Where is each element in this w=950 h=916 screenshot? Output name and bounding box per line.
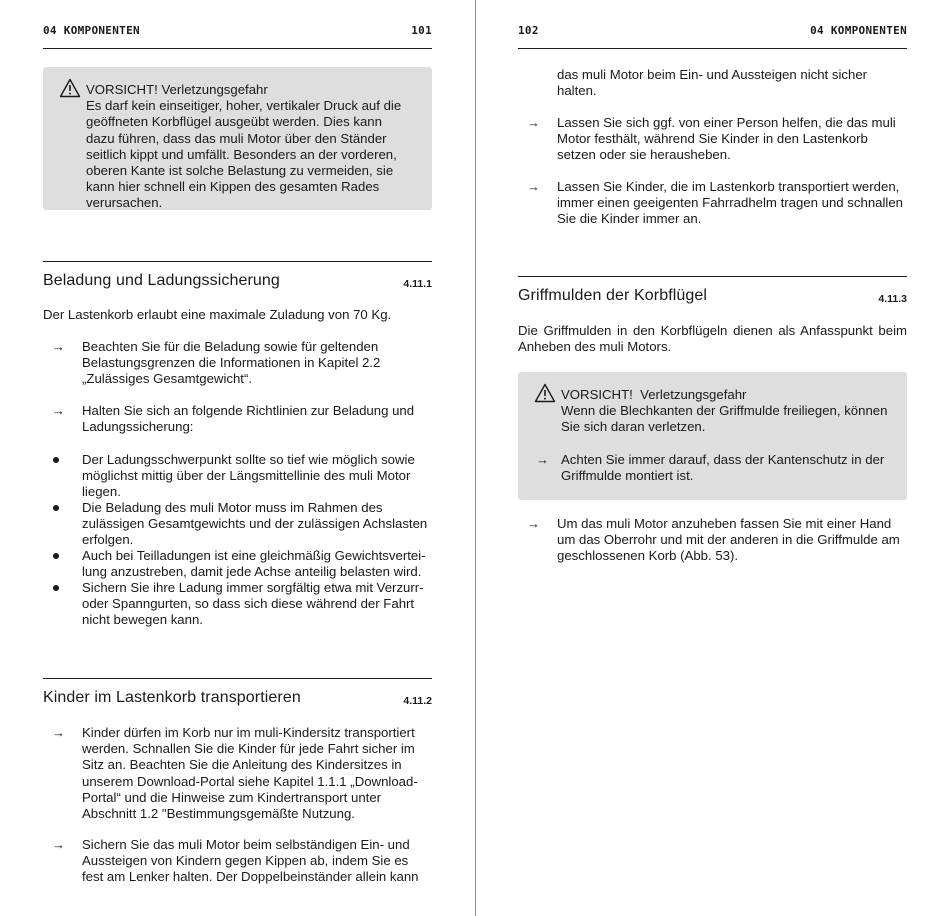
- arrow-icon: →: [52, 837, 65, 852]
- arrow-icon: →: [52, 403, 65, 418]
- bullet-dot-icon: [53, 505, 59, 511]
- bullet-dot-icon: [53, 457, 59, 463]
- bullet-dot-icon: [53, 585, 59, 591]
- page-number: 101: [411, 24, 432, 37]
- page-number: 102: [518, 24, 539, 37]
- section-title: Griffmulden der Korbflügel: [518, 287, 708, 304]
- right-page: 102 04 KOMPONENTEN das muli Motor beim Ein- und Aussteigen nicht sicher halten. → Lassen Sie sich ggf. von einer Person helfen, die das muli Motor festhält, während Sie Kinder in den Lastenkorb setzen oder sie herausheben. → Lassen Sie Kinder, die im Lastenkorb transportiert werden, immer einen geeigenten Fahrradhelm tragen und schnallen Sie die Kinder immer an. Griffmulden der Korbflügel 4.11.3 Die Griffmulden in den Korbflügeln dienen als Anfasspunkt beim Anheben des muli Motors. VORSICHT! Verletzungsgefahr Wenn die Blechkanten der Griffmulde freiliegen, können Sie sich daran verletzen. → Achten Sie immer darauf, dass der Kantenschutz in der Griffmulde montiert ist. → Um das muli Motor anzuheben fassen Sie mit einer Hand um das Oberrohr und mit der anderen in die Griffmulde am geschlossenen Korb (Abb. 53).: [518, 24, 907, 564]
- section-number: 4.11.3: [878, 293, 907, 305]
- bullet-dot-icon: [53, 553, 59, 559]
- arrow-icon: →: [527, 179, 540, 194]
- section-number: 4.11.1: [403, 278, 432, 290]
- warning-body: Es darf kein einseitiger, hoher, vertikaler Druck auf die geöffneten Korbflügel ausgeübt werden. Dies kann dazu führen, dass das muli Motor über den Ständer seitlich kippt und umfällt. Besonders an der vorderen, oberen Kante ist solche Belastung zu vermeiden, sie kann hier schnell ein Kippen des gesamten Rades verursachen.: [86, 98, 402, 211]
- loading-intro: Der Lastenkorb erlaubt eine maximale Zuladung von 70 Kg.: [43, 307, 392, 322]
- section-title: Beladung und Ladungssicherung: [43, 272, 280, 289]
- warning-text: [561, 387, 889, 436]
- warning-text: [86, 82, 414, 212]
- running-head: [518, 24, 907, 49]
- arrow-icon: →: [52, 725, 65, 740]
- section-number: 4.11.2: [403, 695, 432, 707]
- warning-title: VORSICHT! Verletzungsgefahr: [561, 387, 747, 402]
- arrow-icon: →: [52, 339, 65, 354]
- running-head: [43, 24, 432, 49]
- warning-box: [43, 67, 432, 210]
- grips-intro: Die Griffmulden in den Korbflügeln dienen als Anfasspunkt beim Anheben des muli Motors.: [518, 323, 907, 355]
- warning-box: VORSICHT! Verletzungsgefahr Wenn die Blechkanten der Griffmulde freiliegen, können Sie sich daran verletzen. → Achten Sie immer darauf, dass der Kantenschutz in der Griffmulde montiert ist.: [518, 372, 907, 500]
- warning-title: VORSICHT! Verletzungsgefahr: [86, 82, 268, 97]
- arrow-icon: →: [536, 452, 549, 467]
- arrow-icon: →: [527, 115, 540, 130]
- arrow-icon: →: [527, 516, 540, 531]
- chapter-label: 04 KOMPONENTEN: [43, 24, 140, 37]
- page-gutter: [475, 0, 476, 916]
- warning-triangle-icon: [534, 383, 556, 403]
- chapter-label: 04 KOMPONENTEN: [810, 24, 907, 37]
- warning-body: Wenn die Blechkanten der Griffmulde freiliegen, können Sie sich daran verletzen.: [561, 403, 888, 435]
- left-page: 04 KOMPONENTEN 101 VORSICHT! Verletzungsgefahr Es darf kein einseitiger, hoher, vertikaler Druck auf die geöffneten Korbflügel ausgeübt werden. Dies kann dazu führen, dass das muli Motor über den Ständer seitlich kippt und umfällt. Besonders an der vorderen, oberen Kante ist solche Belastung zu vermeiden, sie kann hier schnell ein Kippen des gesamten Rades verursachen. Beladung und Ladungssicherung 4.11.1 Der Lastenkorb erlaubt eine maximale Zuladung von 70 Kg. → Beachten Sie für die Beladung sowie für geltenden Belastungsgrenzen die Informationen in Kapitel 2.2 „Zulässiges Gesamtgewicht“. → Halten Sie sich an folgende Richtlinien zur Beladung und Ladungssicherung: Der Ladungsschwerpunkt sollte so tief wie möglich sowie möglichst mittig über der Längsmittellinie des muli Motor liegen. Die Beladung des muli Motor muss im Rahmen des zulässigen Gesamtgewichts und der zulässigen Achslasten erfolgen. Auch bei Teilladungen ist eine gleichmäßig Gewichtsvertei-lung anzustreben, damit jede Achse anteilig belasten wird. Sichern Sie ihre Ladung immer sorgfältig etwa mit Verzurr- oder Spanngurten, so dass sich diese während der Fahrt nicht bewegen kann. Kinder im Lastenkorb transportieren 4.11.2 → Kinder dürfen im Korb nur im muli-Kindersitz transportiert werden. Schnallen Sie die Kinder für jede Fahrt sicher im Sitz an. Beachten Sie die Anleitung des Kindersitzes in unserem Download-Portal siehe Kapitel 1.1.1 „Download-Portal“ und die Hinweise zum Kindertransport unter Abschnitt 1.2 "Bestimmungsgemäßte Nutzung. → Sichern Sie das muli Motor beim selbständigen Ein- und Aussteigen von Kindern gegen Kippen ab, indem Sie es fest am Lenker halten. Der Doppelbeinständer allein kann: [43, 24, 432, 885]
- warning-triangle-icon: [59, 78, 81, 98]
- section-title: Kinder im Lastenkorb transportieren: [43, 689, 301, 706]
